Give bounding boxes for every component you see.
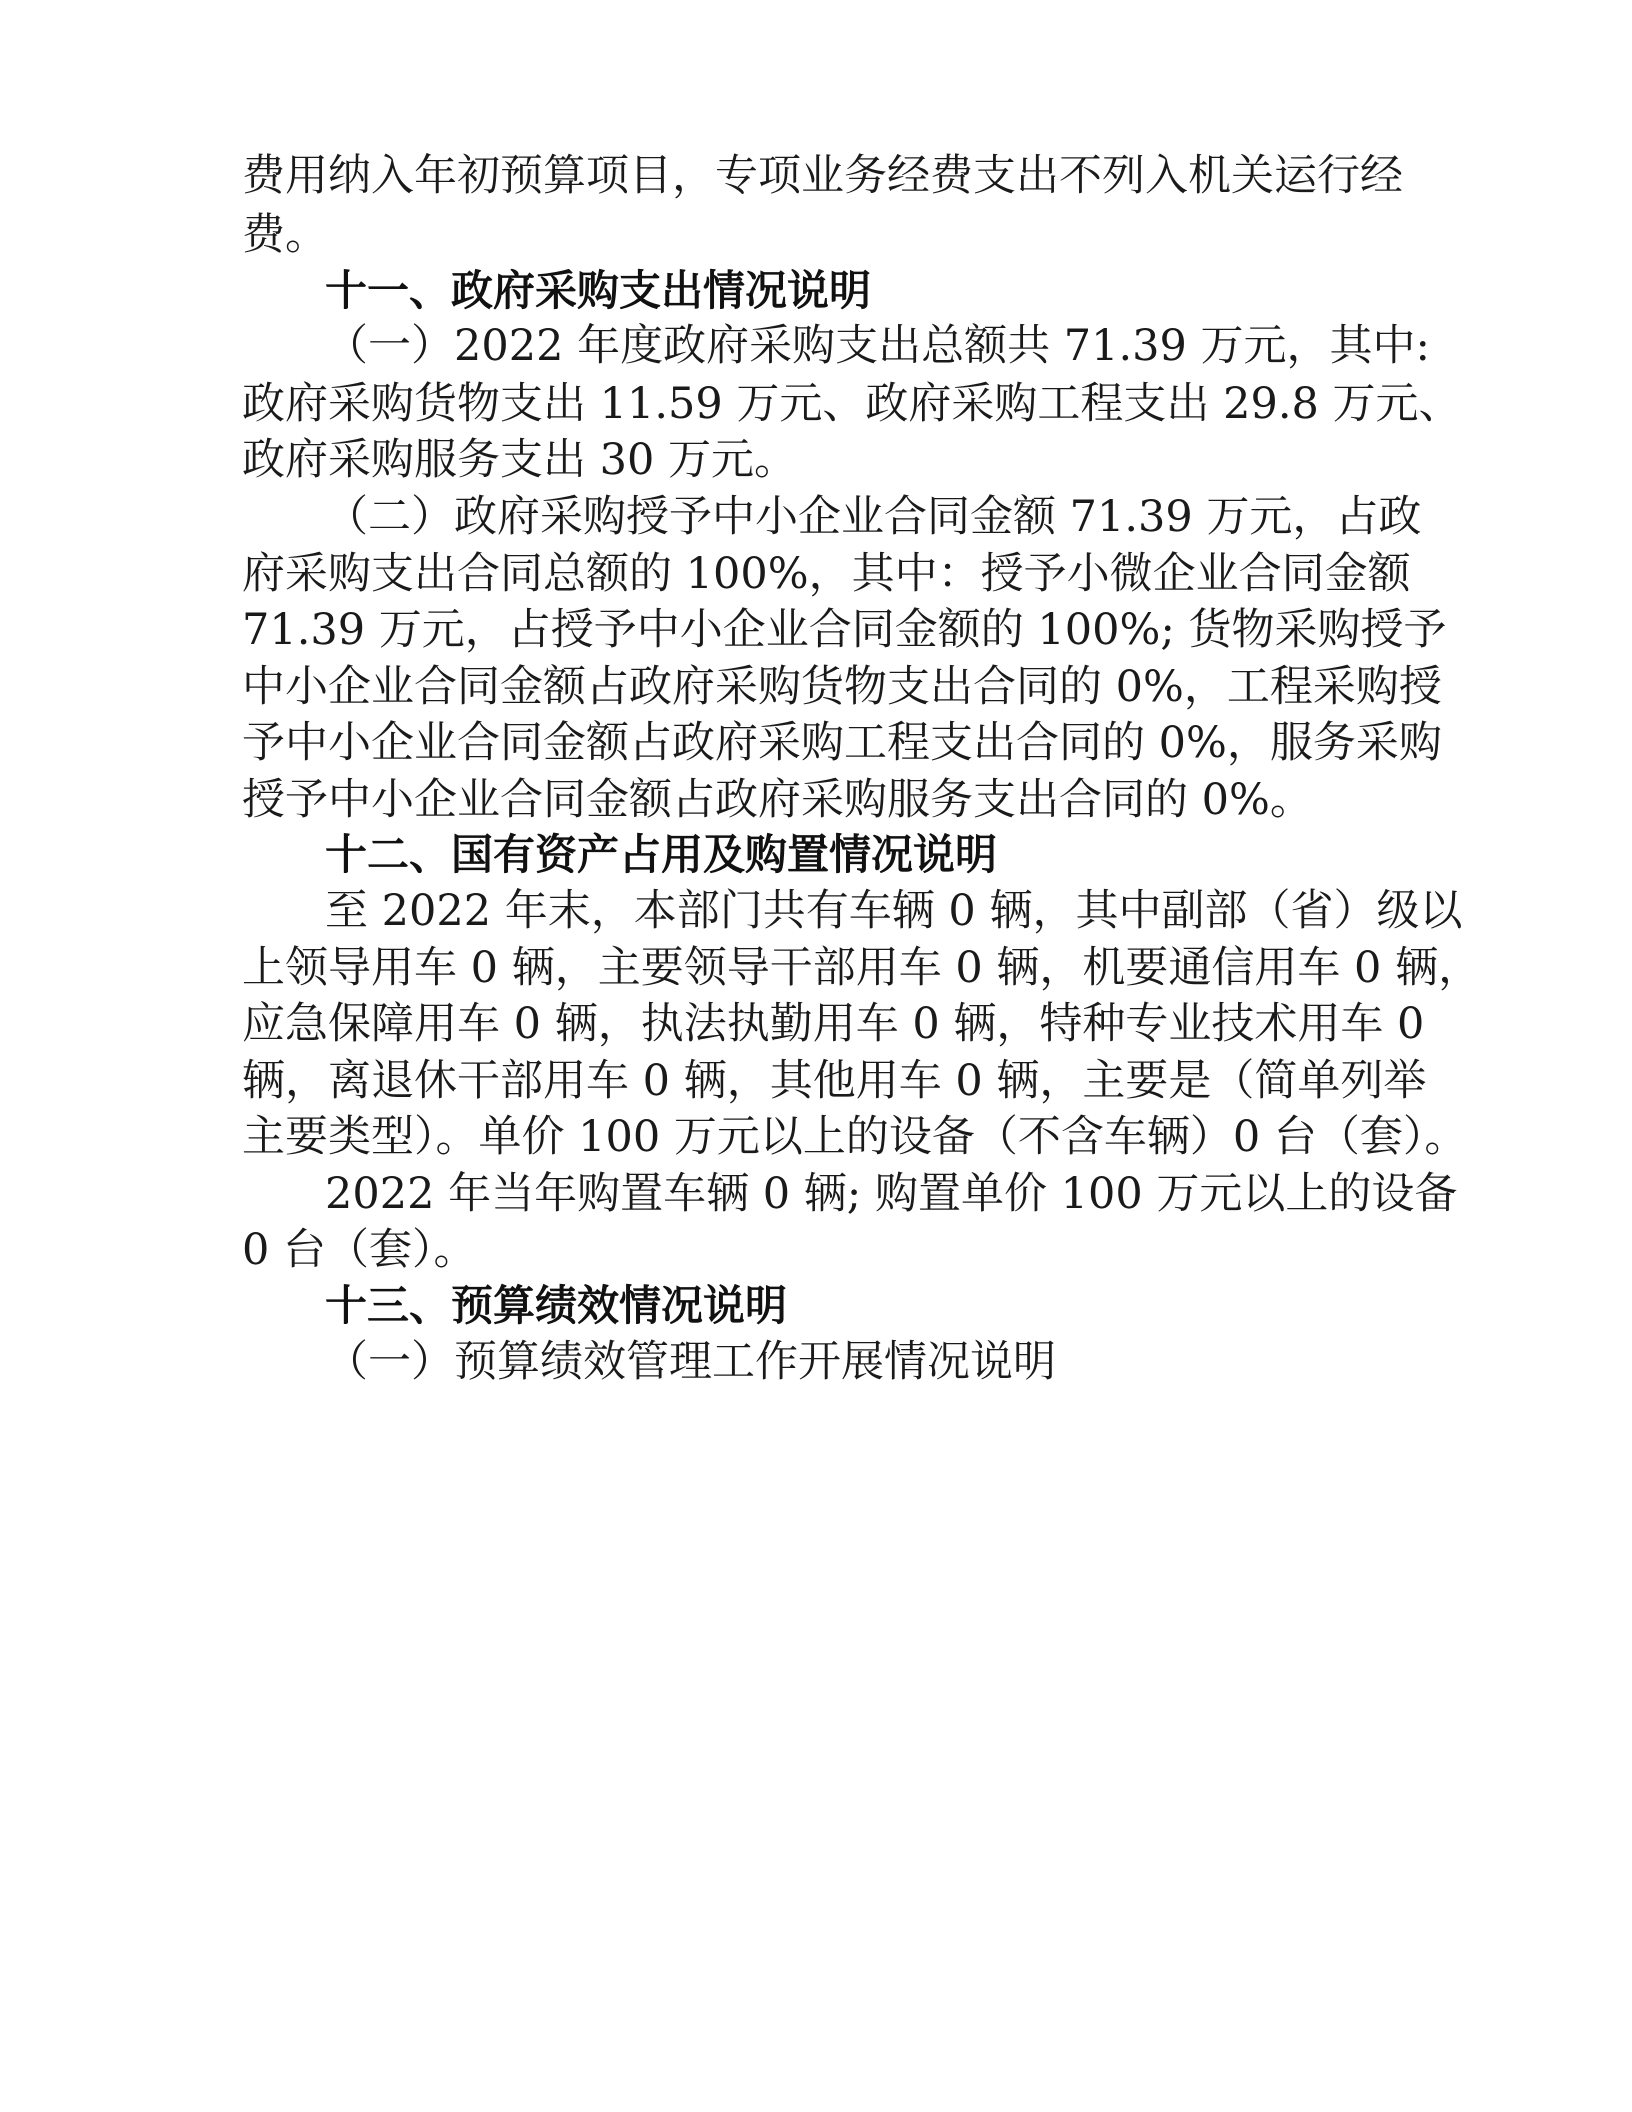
paragraph-line: 0 台（套）。 [242, 1225, 477, 1275]
paragraph-line: （一）2022 年度政府采购支出总额共 71.39 万元，其中: [325, 321, 1431, 371]
paragraph-line: 费。 [242, 210, 328, 260]
subsection-heading: （一）预算绩效管理工作开展情况说明 [325, 1337, 1056, 1387]
paragraph-line: 中小企业合同金额占政府采购货物支出合同的 0%，工程采购授 [242, 662, 1442, 712]
paragraph-line: 授予中小企业合同金额占政府采购服务支出合同的 0%。 [242, 775, 1313, 825]
paragraph-line: 予中小企业合同金额占政府采购工程支出合同的 0%，服务采购 [242, 718, 1442, 768]
paragraph-line: 政府采购服务支出 30 万元。 [242, 435, 798, 485]
paragraph-line: 应急保障用车 0 辆，执法执勤用车 0 辆，特种专业技术用车 0 [242, 999, 1425, 1049]
paragraph-line: 府采购支出合同总额的 100%，其中：授予小微企业合同金额 [242, 549, 1411, 599]
paragraph-line: 主要类型）。单价 100 万元以上的设备（不含车辆）0 台（套）。 [242, 1112, 1468, 1162]
paragraph-line: 2022 年当年购置车辆 0 辆; 购置单价 100 万元以上的设备 [325, 1169, 1458, 1219]
section-heading-13: 十三、预算绩效情况说明 [325, 1281, 788, 1330]
paragraph-line: 辆，离退休干部用车 0 辆，其他用车 0 辆，主要是（简单列举 [242, 1056, 1427, 1106]
paragraph-line: （二）政府采购授予中小企业合同金额 71.39 万元，占政 [325, 492, 1422, 542]
section-heading-11: 十一、政府采购支出情况说明 [325, 266, 872, 315]
paragraph-line: 政府采购货物支出 11.59 万元、政府采购工程支出 29.8 万元、 [242, 379, 1462, 429]
paragraph-line: 上领导用车 0 辆，主要领导干部用车 0 辆，机要通信用车 0 辆， [242, 943, 1482, 993]
paragraph-line: 71.39 万元，占授予中小企业合同金额的 100%; 货物采购授予 [242, 605, 1447, 655]
paragraph-line: 至 2022 年末，本部门共有车辆 0 辆，其中副部（省）级以 [325, 886, 1463, 936]
section-heading-12: 十二、国有资产占用及购置情况说明 [325, 830, 998, 879]
paragraph-line: 费用纳入年初预算项目，专项业务经费支出不列入机关运行经 [242, 151, 1403, 201]
